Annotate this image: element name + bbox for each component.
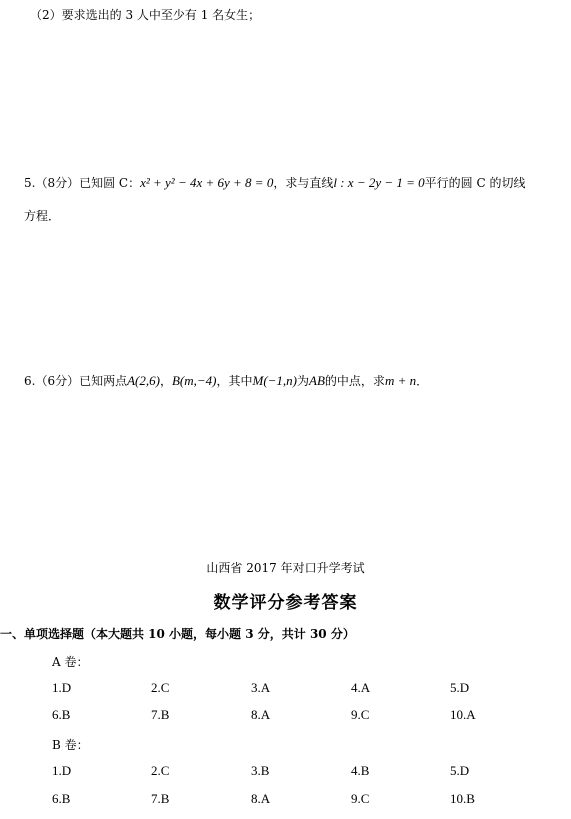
question-part-2: （2）要求选出的 3 人中至少有 1 名女生； [30, 8, 261, 22]
answer-b-4: 4.B [351, 763, 370, 778]
question-5-prefix: 5.（8分）已知圆 C： [24, 176, 141, 190]
answer-b-5: 5.D [450, 763, 470, 778]
question-6-suffix: 的中点，求 [324, 374, 385, 388]
line-equation: l : x − 2y − 1 = 0 [333, 175, 425, 190]
answer-a-9: 9.C [351, 707, 370, 722]
question-6 [24, 372, 428, 389]
section-1-heading: 一、单项选择题（本大题共 10 小题，每小题 3 分，共计 30 分） [0, 627, 355, 641]
answer-a-1: 1.D [52, 680, 72, 695]
question-6-prefix: 6.（6分）已知两点 [24, 374, 128, 388]
question-6-end: ． [416, 374, 429, 388]
question-6-middle: ，其中 [216, 374, 253, 388]
answer-a-5: 5.D [450, 680, 470, 695]
circle-equation: x² + y² − 4x + 6y + 8 = 0 [140, 175, 274, 190]
answer-b-6: 6.B [52, 791, 71, 806]
question-6-middle-2: 为 [297, 374, 310, 388]
answer-b-3: 3.B [251, 763, 270, 778]
segment-ab: AB [309, 373, 325, 388]
answer-a-7: 7.B [151, 707, 170, 722]
answer-b-10: 10.B [450, 791, 475, 806]
question-5-suffix: 平行的圆 C 的切线 [424, 176, 526, 190]
answer-a-3: 3.A [251, 680, 271, 695]
answer-b-9: 9.C [351, 791, 370, 806]
volume-a-label: A 卷： [52, 655, 89, 669]
point-a: A(2,6) [127, 373, 160, 388]
answer-b-8: 8.A [251, 791, 271, 806]
answer-b-2: 2.C [151, 763, 170, 778]
answer-a-10: 10.A [450, 707, 476, 722]
expression-m-plus-n: m + n [384, 373, 417, 388]
volume-b-label: B 卷： [52, 738, 89, 752]
point-m: M(−1,n) [252, 373, 298, 388]
question-6-separator: ， [159, 374, 172, 388]
answer-title: 数学评分参考答案 [213, 593, 358, 613]
answer-a-6: 6.B [52, 707, 71, 722]
answer-b-7: 7.B [151, 791, 170, 806]
answer-a-2: 2.C [151, 680, 170, 695]
exam-header: 山西省 2017 年对口升学考试 [206, 561, 365, 575]
question-5-middle: ，求与直线 [273, 176, 334, 190]
question-5-line-2: 方程． [24, 209, 61, 223]
question-5-line-1 [24, 174, 525, 191]
point-b: B(m,−4) [171, 373, 217, 388]
answer-a-8: 8.A [251, 707, 271, 722]
answer-a-4: 4.A [351, 680, 371, 695]
answer-b-1: 1.D [52, 763, 72, 778]
